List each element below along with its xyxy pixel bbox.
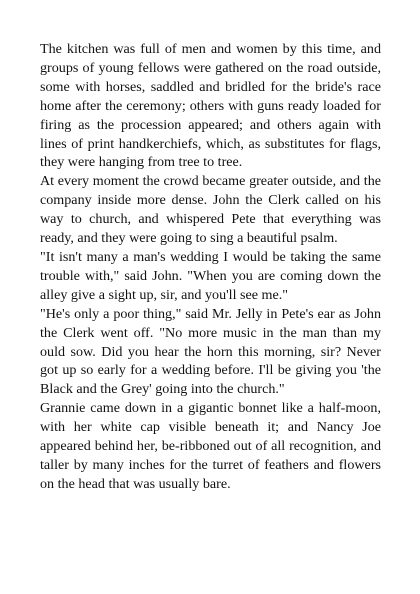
paragraph-3: "It isn't many a man's wedding I would be taking the same trouble with," said John. "When you are coming down the alley give a sight up, sir, and you'll see me." — [40, 248, 381, 303]
paragraph-4: "He's only a poor thing," said Mr. Jelly in Pete's ear as John the Clerk went off. "No more music in the man than my ould sow. Did you hear the horn this morning, sir? Never got up so early for a wedding before. I'll be giving you 'the Black and the Grey' going into the church." — [40, 305, 381, 398]
page-text — [40, 40, 381, 494]
paragraph-1: The kitchen was full of men and women by this time, and groups of young fellows were gathered on the road outside, some with horses, saddled and bridled for the bride's race home after the ceremony; others with guns ready loaded for firing as the procession appeared; and others again with lines of print handkerchiefs, which, as substitutes for flags, they were hanging from tree to tree. — [40, 41, 381, 171]
paragraph-5: Grannie came down in a gigantic bonnet like a half-moon, with her white cap visible beneath it; and Nancy Joe appeared behind her, be-ribboned out of all recognition, and taller by many inches for the turret of feathers and flowers on the head that was usually bare. — [40, 400, 381, 492]
paragraph-2: At every moment the crowd became greater outside, and the company inside more dense. John the Clerk called on his way to church, and whispered Pete that everything was ready, and they were going to sing a beautiful psalm. — [40, 173, 381, 247]
